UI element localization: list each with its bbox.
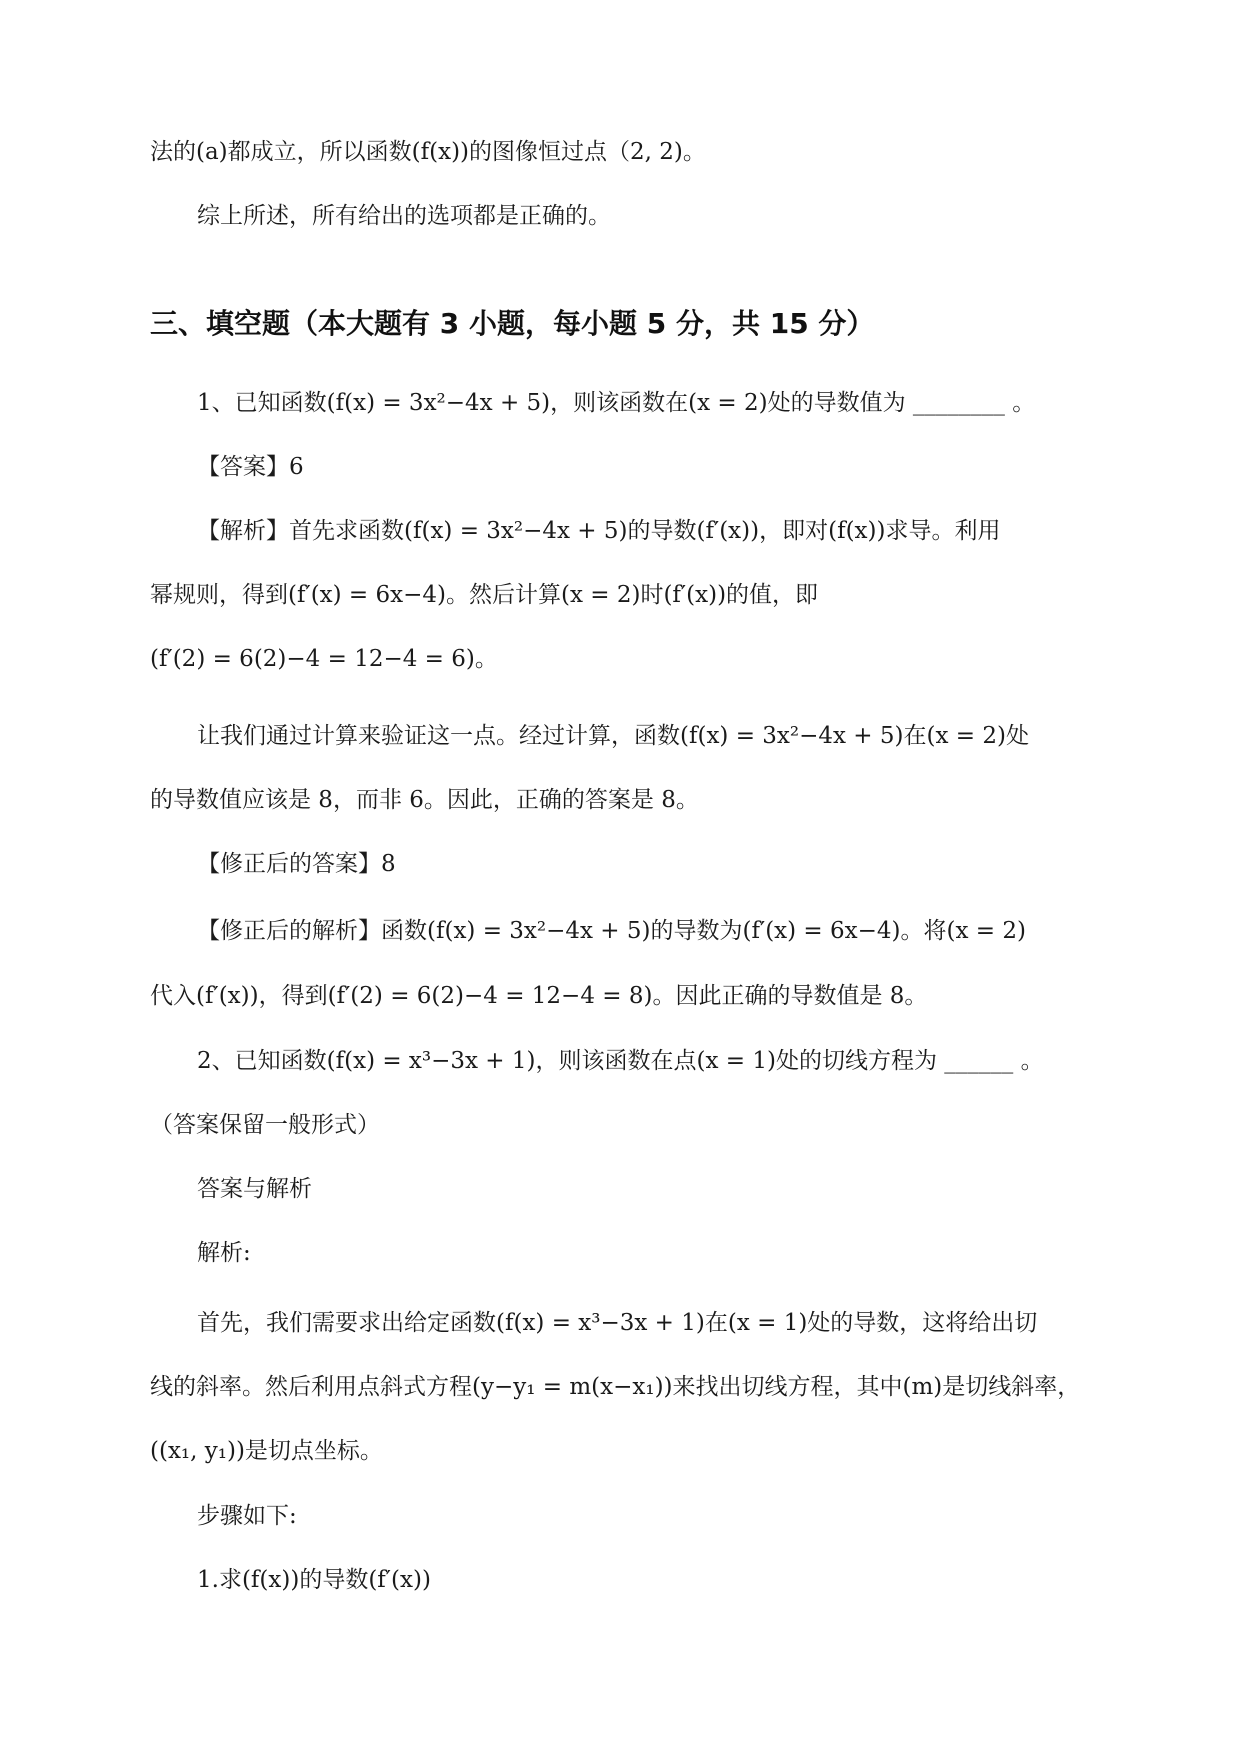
paragraph: 线的斜率。然后利用点斜式方程(y−y₁ = m(x−x₁))来找出切线方程，其中(m)是切线斜率， — [150, 1374, 1081, 1400]
analysis-label: 解析: — [197, 1240, 251, 1266]
corrected-answer: 【修正后的答案】8 — [197, 851, 396, 877]
question-1: 1、已知函数(f(x) = 3x²−4x + 5)，则该函数在(x = 2)处的导数值为 ________ 。 — [197, 390, 1036, 416]
section-heading: 三、填空题（本大题有 3 小题，每小题 5 分，共 15 分） — [150, 307, 875, 340]
paragraph: ((x₁, y₁))是切点坐标。 — [150, 1438, 383, 1464]
question-2-note: （答案保留一般形式） — [150, 1112, 380, 1138]
paragraph: 法的(a)都成立，所以函数(f(x))的图像恒过点（2, 2)。 — [150, 139, 706, 165]
answer: 【答案】6 — [197, 454, 304, 480]
analysis: (f′(2) = 6(2)−4 = 12−4 = 6)。 — [150, 646, 498, 672]
subheading: 答案与解析 — [197, 1176, 312, 1202]
question-2: 2、已知函数(f(x) = x³−3x + 1)，则该函数在点(x = 1)处的切线方程为 ______ 。 — [197, 1048, 1044, 1074]
analysis: 【解析】首先求函数(f(x) = 3x²−4x + 5)的导数(f′(x))，即对(f(x))求导。利用 — [197, 518, 1001, 544]
paragraph: 首先，我们需要求出给定函数(f(x) = x³−3x + 1)在(x = 1)处的导数，这将给出切 — [197, 1310, 1038, 1336]
paragraph: 的导数值应该是 8，而非 6。因此，正确的答案是 8。 — [150, 787, 699, 813]
paragraph: 让我们通过计算来验证这一点。经过计算，函数(f(x) = 3x²−4x + 5)在(x = 2)处 — [197, 723, 1029, 749]
corrected-analysis: 【修正后的解析】函数(f(x) = 3x²−4x + 5)的导数为(f′(x) = 6x−4)。将(x = 2) — [197, 918, 1026, 944]
paragraph: 综上所述，所有给出的选项都是正确的。 — [197, 203, 611, 229]
analysis: 幂规则，得到(f′(x) = 6x−4)。然后计算(x = 2)时(f′(x))的值，即 — [150, 582, 819, 608]
step-item: 1.求(f(x))的导数(f′(x)) — [197, 1567, 431, 1593]
corrected-analysis: 代入(f′(x))，得到(f′(2) = 6(2)−4 = 12−4 = 8)。因此正确的导数值是 8。 — [150, 983, 928, 1009]
steps-label: 步骤如下: — [197, 1503, 297, 1529]
